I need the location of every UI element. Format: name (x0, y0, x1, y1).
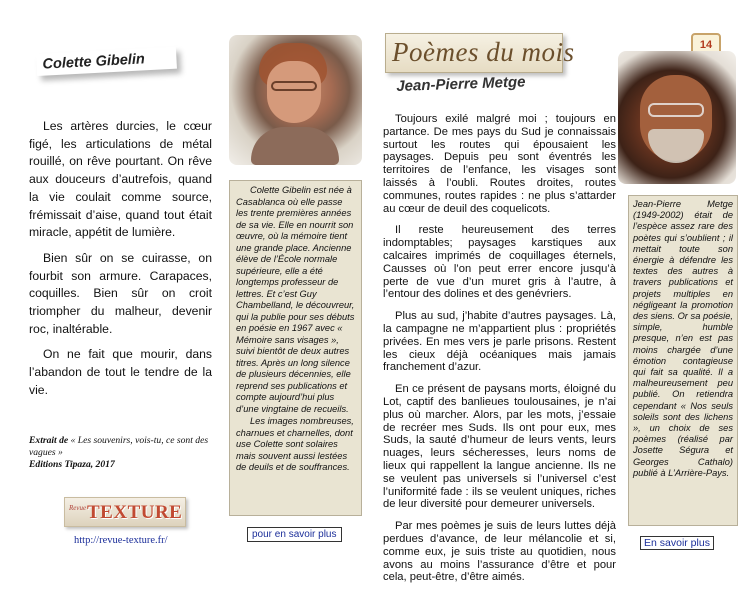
logo-word: TEXTURE (87, 502, 183, 523)
texture-logo[interactable] (64, 497, 186, 527)
left-poem (29, 118, 212, 408)
right-poem-paragraph: Il reste heureusement des terres indomptables; paysages karstiques aux calcaires imprimés de coquillages éternels, Causses où l’on peut errer encore jusqu’à perte de vue d’un muret gris à l’autre, à l’entour des dolines et des genévriers. (383, 224, 616, 301)
site-url-link[interactable]: http://revue-texture.fr/ (74, 535, 168, 546)
page-number: 14 (691, 33, 721, 57)
right-poem (383, 113, 616, 593)
section-title-box (385, 33, 575, 73)
colette-bio-paragraph: Colette Gibelin est née à Casablanca où elle passe les trente premières années de sa vie. Elle en nourrit son œuvre, où la mémoire tient une grande place. Ancienne élève de l’École normale supérieure, elle a été longtemps professeur de lettres. Et c’est Guy Chambelland, le découvreur, qui la publie pour ses débuts en poésie en 1967 avec « Mémoire sans visages », suivi bientôt de deux autres titres. Après un long silence de plusieurs décennies, elle reprend ses publications et compte aujourd’hui plus d’une vingtaine de recueils. (236, 185, 355, 414)
right-poem-paragraph: Plus au sud, j’habite d’autres paysages. Là, la campagne ne m’appartient plus : propriétés privées. En mes vers je parle prisons. Restent les cieux déjà océaniques mais jamais franchement d’azur. (383, 310, 616, 374)
left-poem-paragraph: Les artères durcies, le cœur figé, les articulations de métal rouillé, on rêve pourtant. On rêve aux douceurs d’autrefois, quand la vie coulait comme source, frémissait d’aise, quand tout était miracle, appétit de lumière. (29, 119, 212, 240)
colette-gibelin-photo (229, 35, 362, 165)
left-poem-paragraph: Bien sûr on se cuirasse, on fourbit son armure. Carapaces, coquilles. Bien sûr on croit triompher du malheur, devenir roc, inaltérable. (29, 250, 212, 336)
left-author-name: Colette Gibelin (36, 47, 177, 76)
photo-beard (648, 129, 704, 163)
left-poem-paragraph: On ne fait que mourir, dans l’abandon de tout le tendre de la vie. (29, 347, 212, 397)
colette-bio-paragraph: Les images nombreuses, charnues et charnelles, dont use Colette sont solaires mais souvent aussi lestées de deuils et de souffrances. (236, 416, 354, 472)
photo-shirt (251, 127, 339, 165)
metge-bio-box: Jean-Pierre Metge (1949-2002) était de l’espèce assez rare des poètes qui s’oublient ; il mettait toute son énergie à défendre les textes des autres à travers publications et projets multiples en négligeant la promotion des siens. Or sa poésie, simple, humble presque, n’en est pas moins chargée d’une émotion contagieuse qui fait sa qualité. Il a malheureusement peu publié. On retiendra cependant « Nos seuls soleils sont des lichens », un choix de ses poèmes (réalisé par Josette Ségura et Georges Cathalo) publié à L’Arrière-Pays. (628, 195, 738, 526)
right-author-name: Jean-Pierre Metge (396, 73, 526, 95)
jean-pierre-metge-photo (618, 51, 736, 184)
section-title: Poèmes du mois (392, 37, 575, 67)
photo-glasses (648, 103, 704, 117)
colette-bio-box (229, 180, 362, 516)
extract-title: « Les souvenirs, vois-tu, ce sont des vagues » (29, 435, 209, 458)
metge-more-link[interactable]: En savoir plus (640, 536, 714, 550)
extract-publisher: Editions Tipaza, 2017 (29, 459, 115, 470)
right-poem-paragraph: Toujours exilé malgré moi ; toujours en partance. De mes pays du Sud je connaissais surtout les routes qui épousaient les paysages. Depuis peu sont éventrés les territoires de l’enfance, les visages sont laissés à l’oubli. Routes droites, routes communes, routes rapides : ne plus s’attarder au cœur de deuil des coquelicots. (383, 113, 616, 215)
extract-citation (29, 435, 214, 471)
colette-more-link[interactable]: pour en savoir plus (247, 527, 342, 542)
right-poem-paragraph: Par mes poèmes je suis de leurs luttes déjà perdues d’avance, de leur mélancolie et si, comme eux, je suis triste au quotidien, nous avons au moins l’assurance d’être et pour cela, peut-être, d’être aimés. (383, 520, 616, 584)
logo-small-text: Revue (69, 504, 87, 512)
photo-glasses (271, 81, 317, 91)
extract-lead: Extrait de (29, 435, 69, 446)
photo-face (267, 61, 321, 123)
right-poem-paragraph: En ce présent de paysans morts, éloigné du Lot, captif des banlieues toulousaines, je n’ai plus où marcher. Alors, par les mots, j’essaie de recréer mes Suds. Ils ont pour eux, mes Suds, la sauté d’humeur de leurs vents, leurs nuages, leurs sécheresses, leurs noms de lieux qui rappellent la langue ancienne. Ils ne se veulent pas universels si l’universel c’est l’uniformité fade : ils se veulent uniques, riches de leur diversité pour demeurer universels. (383, 383, 616, 511)
